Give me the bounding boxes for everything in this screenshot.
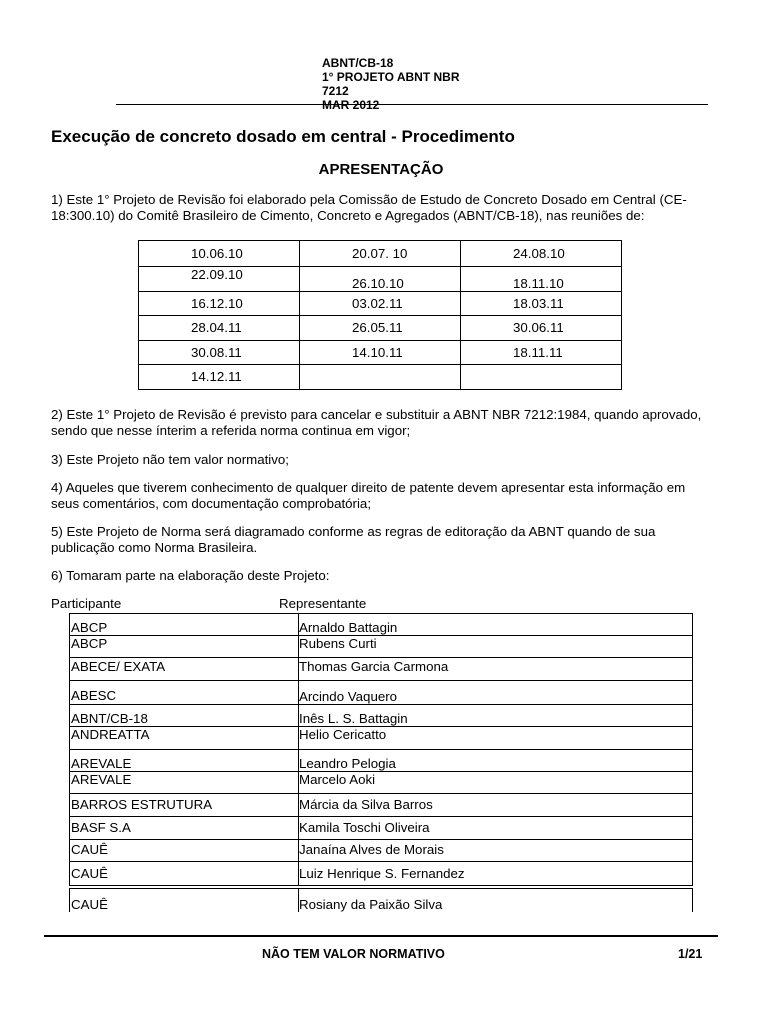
date-cell: 14.10.11: [300, 340, 461, 365]
participant-cell: ABCP: [71, 636, 108, 651]
paragraph-3: 3) Este Projeto não tem valor normativo;: [51, 452, 289, 467]
page-number: 1/21: [678, 947, 703, 961]
table-row: [139, 316, 622, 341]
table-row: [69, 636, 693, 658]
date-cell: 26.10.10: [300, 267, 461, 292]
paragraph-4: 4) Aqueles que tiverem conhecimento de qualquer direito de patente devem apresentar esta informação em seus comentários, com documentação comprobatória;: [51, 480, 686, 511]
representative-cell: Helio Cericatto: [299, 727, 387, 742]
date-cell: 16.12.10: [139, 291, 300, 316]
table-row: [69, 681, 693, 705]
date-cell: [300, 365, 461, 390]
representative-cell: Kamila Toschi Oliveira: [299, 820, 430, 835]
representative-cell: Leandro Pelogia: [299, 756, 396, 771]
participant-cell: BARROS ESTRUTURA: [71, 797, 213, 812]
representative-cell: Arnaldo Battagin: [299, 620, 398, 635]
header-divider: [116, 104, 708, 105]
participant-cell: CAUÊ: [71, 866, 108, 881]
header-norm-number: 7212: [322, 84, 349, 98]
date-cell: 14.12.11: [139, 365, 300, 390]
representative-cell: Márcia da Silva Barros: [299, 797, 433, 812]
date-cell: 18.03.11: [461, 291, 622, 316]
header-project: 1° PROJETO ABNT NBR: [322, 70, 460, 84]
date-cell: 22.09.10: [139, 267, 300, 292]
participant-cell: BASF S.A: [71, 820, 131, 835]
date-cell: 18.11.11: [461, 340, 622, 365]
date-cell: 30.08.11: [139, 340, 300, 365]
participant-cell: AREVALE: [71, 772, 132, 787]
paragraph-6: 6) Tomaram parte na elaboração deste Projeto:: [51, 568, 330, 583]
table-row: [69, 750, 693, 772]
table-row: [69, 658, 693, 681]
table-row: [69, 817, 693, 840]
footer-divider: [44, 935, 718, 937]
participant-column-header: Participante: [51, 596, 122, 611]
meeting-dates-table: [138, 240, 622, 390]
paragraph-2: 2) Este 1° Projeto de Revisão é previsto para cancelar e substituir a ABNT NBR 7212:1984, quando aprovado, sendo que nesse ínterim a referida norma continua em vigor;: [51, 407, 702, 438]
participant-cell: ANDREATTA: [71, 727, 150, 742]
representative-column-header: Representante: [279, 596, 367, 611]
table-row: [69, 888, 693, 912]
table-row: [69, 840, 693, 862]
date-cell: 26.05.11: [300, 316, 461, 341]
participant-cell: ABCP: [71, 620, 108, 635]
table-row: [69, 727, 693, 750]
representative-cell: Rubens Curti: [299, 636, 377, 651]
paragraph-5: 5) Este Projeto de Norma será diagramado conforme as regras de editoração da ABNT quando de sua publicação como Norma Brasileira.: [51, 524, 656, 555]
date-cell: 03.02.11: [300, 291, 461, 316]
table-row: [69, 794, 693, 817]
date-cell: 18.11.10: [461, 267, 622, 292]
participant-cell: AREVALE: [71, 756, 132, 771]
table-row: [69, 862, 693, 886]
date-cell: [461, 365, 622, 390]
header-date: MAR 2012: [322, 98, 380, 112]
table-row: [139, 340, 622, 365]
document-title: Execução de concreto dosado em central - Procedimento: [51, 127, 515, 146]
footer-disclaimer: NÃO TEM VALOR NORMATIVO: [262, 947, 445, 961]
table-row: [139, 241, 622, 267]
table-row: [69, 772, 693, 794]
participants-table: [69, 613, 693, 912]
date-cell: 20.07. 10: [300, 241, 461, 267]
table-row: [69, 705, 693, 727]
table-row: [139, 291, 622, 316]
representative-cell: Inês L. S. Battagin: [299, 711, 408, 726]
representative-cell: Arcindo Vaquero: [299, 689, 398, 704]
date-cell: 24.08.10: [461, 241, 622, 267]
table-row: [139, 365, 622, 390]
paragraph-1: 1) Este 1° Projeto de Revisão foi elaborado pela Comissão de Estudo de Concreto Dosado em Central (CE-18:300.10) do Comitê Brasileiro de Cimento, Concreto e Agregados (ABNT/CB-18), nas reuniões de:: [51, 192, 687, 223]
section-title: APRESENTAÇÃO: [318, 161, 444, 178]
table-row: [69, 614, 693, 636]
header-committee: ABNT/CB-18: [322, 56, 394, 70]
representative-cell: Marcelo Aoki: [299, 772, 376, 787]
participant-cell: CAUÊ: [71, 842, 108, 857]
representative-cell: Janaína Alves de Morais: [299, 842, 444, 857]
participant-cell: CAUÊ: [71, 897, 108, 912]
date-cell: 10.06.10: [139, 241, 300, 267]
representative-cell: Thomas Garcia Carmona: [299, 659, 449, 674]
date-cell: 28.04.11: [139, 316, 300, 341]
table-row: [139, 267, 622, 292]
representative-cell: Rosiany da Paixão Silva: [299, 897, 443, 912]
participant-cell: ABNT/CB-18: [71, 711, 148, 726]
participant-cell: ABESC: [71, 688, 117, 703]
date-cell: 30.06.11: [461, 316, 622, 341]
representative-cell: Luiz Henrique S. Fernandez: [299, 866, 465, 881]
participant-cell: ABECE/ EXATA: [71, 659, 166, 674]
